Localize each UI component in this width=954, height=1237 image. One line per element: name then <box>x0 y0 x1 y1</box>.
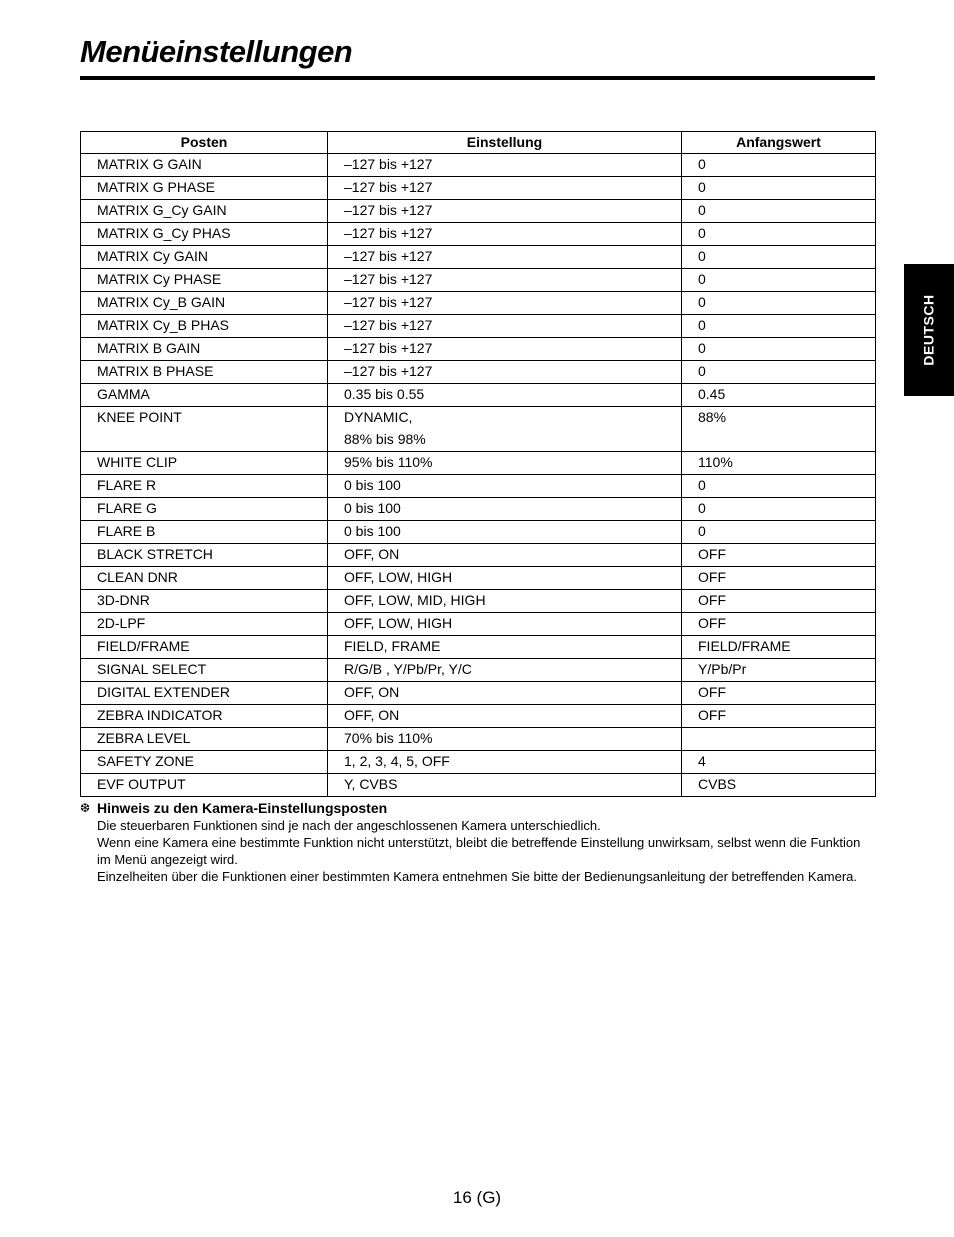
cell-einstellung <box>328 315 682 338</box>
cell-anfangswert: 4 <box>682 751 876 774</box>
cell-einstellung <box>328 200 682 223</box>
cell-anfangswert: CVBS <box>682 774 876 797</box>
table-row <box>81 315 876 338</box>
table-row <box>81 636 876 659</box>
cell-anfangswert: OFF <box>682 567 876 590</box>
cell-einstellung <box>328 705 682 728</box>
page-number: 16 (G) <box>452 1188 502 1207</box>
table-header-row <box>81 132 876 154</box>
cell-einstellung-line: –127 bis +127 <box>344 271 433 287</box>
note-paragraph: Die steuerbaren Funktionen sind je nach der angeschlossenen Kamera unterschiedlich. <box>97 818 601 833</box>
cell-posten: MATRIX Cy_B GAIN <box>81 292 328 315</box>
cell-einstellung-line: 0 bis 100 <box>344 523 401 539</box>
cell-posten: SIGNAL SELECT <box>81 659 328 682</box>
cell-posten: MATRIX G_Cy GAIN <box>81 200 328 223</box>
table-row <box>81 567 876 590</box>
cell-einstellung <box>328 475 682 498</box>
cell-posten: FLARE G <box>81 498 328 521</box>
cell-einstellung-line: OFF, ON <box>344 546 400 562</box>
cell-posten: FLARE B <box>81 521 328 544</box>
cell-einstellung <box>328 544 682 567</box>
cell-posten: BLACK STRETCH <box>81 544 328 567</box>
cell-einstellung-line: OFF, ON <box>344 707 400 723</box>
cell-posten: MATRIX G PHASE <box>81 177 328 200</box>
cell-anfangswert: 88% <box>682 407 876 452</box>
cell-einstellung-line: 88% bis 98% <box>344 431 426 447</box>
column-header-einstellung: Einstellung <box>328 132 682 154</box>
table-row <box>81 475 876 498</box>
cell-anfangswert: 0 <box>682 315 876 338</box>
cell-anfangswert: Y/Pb/Pr <box>682 659 876 682</box>
cell-posten: MATRIX Cy PHASE <box>81 269 328 292</box>
cell-anfangswert: 0 <box>682 521 876 544</box>
cell-anfangswert: 0 <box>682 246 876 269</box>
page-title: Menüeinstellungen <box>80 34 353 69</box>
cell-einstellung-line: DYNAMIC, <box>344 409 413 425</box>
cell-einstellung <box>328 223 682 246</box>
language-tab-label: DEUTSCH <box>921 294 938 366</box>
table-row <box>81 338 876 361</box>
cell-einstellung <box>328 292 682 315</box>
cell-einstellung-line: 70% bis 110% <box>344 730 433 746</box>
cell-posten: FLARE R <box>81 475 328 498</box>
table-row <box>81 452 876 475</box>
table-row <box>81 246 876 269</box>
cell-einstellung <box>328 613 682 636</box>
cell-einstellung <box>328 338 682 361</box>
table-row <box>81 200 876 223</box>
cell-einstellung-line: 0 bis 100 <box>344 500 401 516</box>
cell-einstellung <box>328 751 682 774</box>
cell-posten: 2D-LPF <box>81 613 328 636</box>
language-tab <box>904 264 954 396</box>
table-row <box>81 384 876 407</box>
cell-anfangswert: 0 <box>682 200 876 223</box>
title-underline <box>80 76 875 80</box>
table-row <box>81 682 876 705</box>
cell-anfangswert: 110% <box>682 452 876 475</box>
cell-posten: ZEBRA LEVEL <box>81 728 328 751</box>
cell-einstellung <box>328 728 682 751</box>
column-header-posten: Posten <box>81 132 328 154</box>
cell-posten: MATRIX Cy_B PHAS <box>81 315 328 338</box>
table-row <box>81 498 876 521</box>
cell-posten: MATRIX B GAIN <box>81 338 328 361</box>
cell-einstellung-line: Y, CVBS <box>344 776 398 792</box>
cell-einstellung-line: –127 bis +127 <box>344 317 433 333</box>
cell-posten: DIGITAL EXTENDER <box>81 682 328 705</box>
cell-anfangswert: 0.45 <box>682 384 876 407</box>
note-heading <box>80 800 875 817</box>
note-section <box>80 800 875 885</box>
cell-einstellung-line: OFF, LOW, HIGH <box>344 569 453 585</box>
table-row <box>81 613 876 636</box>
cell-einstellung <box>328 246 682 269</box>
cell-posten: EVF OUTPUT <box>81 774 328 797</box>
cell-einstellung <box>328 567 682 590</box>
cell-einstellung <box>328 177 682 200</box>
cell-anfangswert: OFF <box>682 590 876 613</box>
table-row <box>81 521 876 544</box>
table-row <box>81 774 876 797</box>
cell-anfangswert: 0 <box>682 223 876 246</box>
cell-posten: SAFETY ZONE <box>81 751 328 774</box>
cell-posten: MATRIX G GAIN <box>81 154 328 177</box>
cell-posten: MATRIX Cy GAIN <box>81 246 328 269</box>
table-row <box>81 751 876 774</box>
cell-einstellung <box>328 682 682 705</box>
cell-einstellung <box>328 269 682 292</box>
cell-anfangswert: 0 <box>682 338 876 361</box>
table-row <box>81 154 876 177</box>
cell-einstellung-line: 1, 2, 3, 4, 5, OFF <box>344 753 450 769</box>
cell-anfangswert: OFF <box>682 682 876 705</box>
cell-einstellung-line: –127 bis +127 <box>344 202 433 218</box>
cell-einstellung-line: OFF, LOW, MID, HIGH <box>344 592 486 608</box>
cell-einstellung-line: FIELD, FRAME <box>344 638 441 654</box>
cell-einstellung <box>328 384 682 407</box>
note-body <box>80 817 875 885</box>
cell-anfangswert: 0 <box>682 475 876 498</box>
cell-einstellung <box>328 636 682 659</box>
cell-anfangswert: FIELD/FRAME <box>682 636 876 659</box>
settings-table <box>80 131 876 797</box>
cell-posten: FIELD/FRAME <box>81 636 328 659</box>
table-row <box>81 590 876 613</box>
cell-posten: ZEBRA INDICATOR <box>81 705 328 728</box>
cell-posten: KNEE POINT <box>81 407 328 452</box>
cell-posten: CLEAN DNR <box>81 567 328 590</box>
cell-einstellung <box>328 361 682 384</box>
table-row <box>81 728 876 751</box>
cell-einstellung <box>328 498 682 521</box>
table-row <box>81 292 876 315</box>
cell-posten: WHITE CLIP <box>81 452 328 475</box>
settings-table-body <box>81 154 876 797</box>
cell-einstellung <box>328 590 682 613</box>
cell-einstellung-line: –127 bis +127 <box>344 179 433 195</box>
cell-posten: MATRIX G_Cy PHAS <box>81 223 328 246</box>
snowflake-icon: ❆ <box>80 801 91 815</box>
cell-einstellung-line: –127 bis +127 <box>344 156 433 172</box>
cell-anfangswert: OFF <box>682 705 876 728</box>
cell-einstellung-line: –127 bis +127 <box>344 363 433 379</box>
cell-einstellung <box>328 521 682 544</box>
cell-posten: 3D-DNR <box>81 590 328 613</box>
cell-anfangswert: 0 <box>682 498 876 521</box>
cell-einstellung-line: –127 bis +127 <box>344 340 433 356</box>
table-row <box>81 407 876 452</box>
cell-einstellung-line: –127 bis +127 <box>344 294 433 310</box>
table-row <box>81 223 876 246</box>
cell-einstellung-line: –127 bis +127 <box>344 248 433 264</box>
cell-anfangswert: 0 <box>682 292 876 315</box>
cell-einstellung <box>328 452 682 475</box>
table-row <box>81 544 876 567</box>
note-paragraph: Einzelheiten über die Funktionen einer bestimmten Kamera entnehmen Sie bitte der Bedienungsanleitung der betreffenden Kamera. <box>97 869 858 884</box>
cell-posten: MATRIX B PHASE <box>81 361 328 384</box>
cell-einstellung <box>328 774 682 797</box>
note-paragraph: Wenn eine Kamera eine bestimmte Funktion nicht unterstützt, bleibt die betreffende Einstellung unwirksam, selbst wenn die Funktion im Menü angezeigt wird. <box>97 835 861 867</box>
cell-anfangswert: 0 <box>682 269 876 292</box>
cell-anfangswert: 0 <box>682 177 876 200</box>
table-row <box>81 361 876 384</box>
cell-einstellung <box>328 154 682 177</box>
table-row <box>81 705 876 728</box>
cell-anfangswert <box>682 728 876 751</box>
cell-einstellung-line: –127 bis +127 <box>344 225 433 241</box>
cell-einstellung-line: OFF, ON <box>344 684 400 700</box>
cell-anfangswert: 0 <box>682 361 876 384</box>
note-heading-text: Hinweis zu den Kamera-Einstellungsposten <box>97 800 388 816</box>
cell-einstellung-line: 0 bis 100 <box>344 477 401 493</box>
cell-einstellung-line: 0.35 bis 0.55 <box>344 386 425 402</box>
cell-einstellung <box>328 659 682 682</box>
cell-einstellung-line: R/G/B , Y/Pb/Pr, Y/C <box>344 661 472 677</box>
cell-einstellung <box>328 407 682 452</box>
cell-anfangswert: OFF <box>682 544 876 567</box>
cell-anfangswert: OFF <box>682 613 876 636</box>
table-row <box>81 269 876 292</box>
cell-anfangswert: 0 <box>682 154 876 177</box>
column-header-anfangswert: Anfangswert <box>682 132 876 154</box>
cell-posten: GAMMA <box>81 384 328 407</box>
cell-einstellung-line: 95% bis 110% <box>344 454 433 470</box>
table-row <box>81 177 876 200</box>
cell-einstellung-line: OFF, LOW, HIGH <box>344 615 453 631</box>
table-row <box>81 659 876 682</box>
